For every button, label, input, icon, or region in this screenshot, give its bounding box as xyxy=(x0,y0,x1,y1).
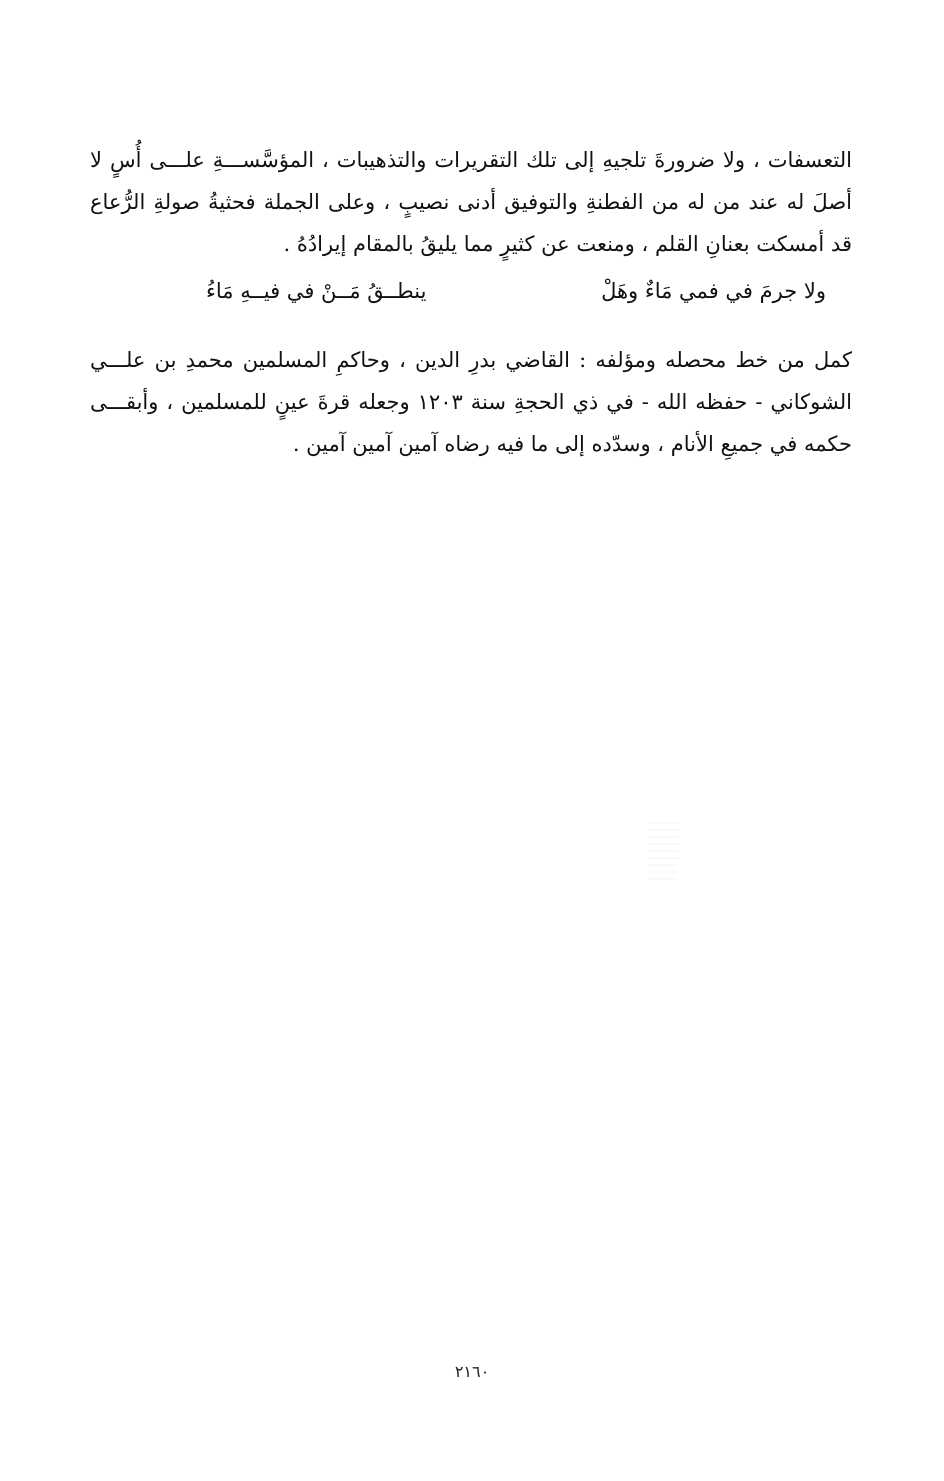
paragraph-2: كمل من خط محصله ومؤلفه : القاضي بدرِ الدين ، وحاكمِ المسلمين محمدِ بن علـــي الشوكاني - حفظه الله - في ذي الحجةِ سنة ١٢٠٣ وجعله قرةَ عينٍ للمسلمين ، وأبقـــى حكمه في جميعِ الأنام ، وسدّده إلى ما فيه رضاه آمين آمين آمين . xyxy=(90,348,852,456)
poetry-verse xyxy=(206,270,826,312)
verse-first-hemistich: ولا جرمَ في فمي مَاءٌ وهَلْ xyxy=(601,279,826,303)
page-number: ٢١٦٠ xyxy=(454,1362,490,1381)
verse-second-hemistich: ينطــقُ مَــنْ في فيــهِ مَاءُ xyxy=(206,279,427,303)
scan-artifact xyxy=(648,822,678,882)
paragraph-1: التعسفات ، ولا ضرورةَ تلجيهِ إلى تلك التقريرات والتذهيبات ، المؤسَّســـةِ علـــى أُسٍ لا أصلَ له عند من له من الفطنةِ والتوفيق أدنى نصيبٍ ، وعلى الجملة فحثيةُ صولةِ الرُّعاع قد أمسكت بعنانِ القلم ، ومنعت عن كثيرٍ مما يليقُ بالمقام إيرادُهُ . xyxy=(90,148,852,256)
